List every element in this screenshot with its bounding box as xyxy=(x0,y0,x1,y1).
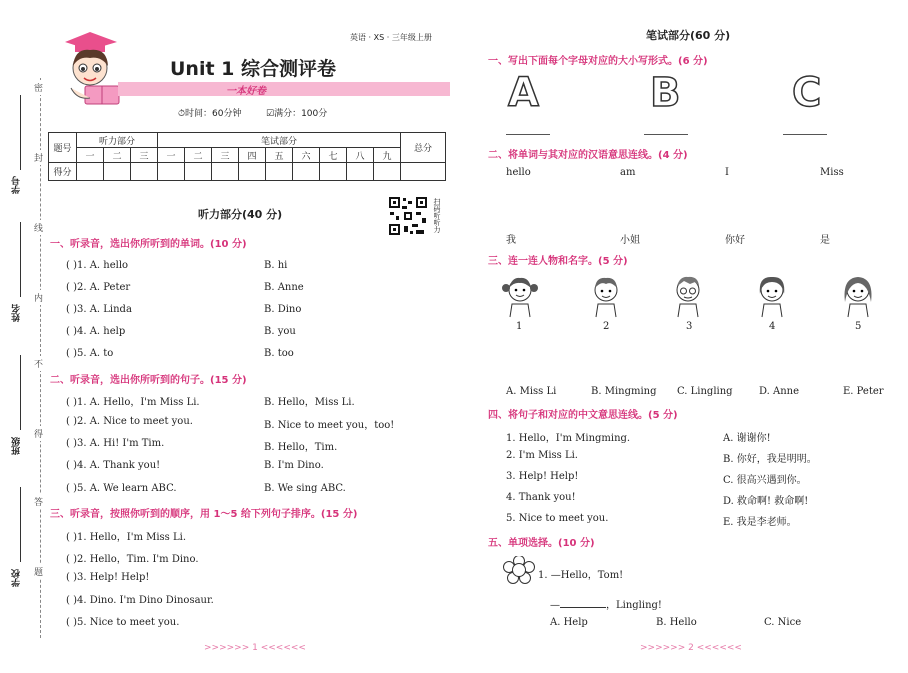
character-name: C. Lingling xyxy=(677,386,733,397)
score-cell[interactable] xyxy=(212,163,239,181)
part2-item-b: B. I'm Dino. xyxy=(264,460,324,471)
sentence-right: A. 谢谢你! xyxy=(723,433,771,444)
seal-char: 题 xyxy=(34,564,43,579)
mc-question-1-reply: — ，Lingling! xyxy=(550,600,662,611)
match-word: Miss xyxy=(820,167,844,178)
match-word: hello xyxy=(506,167,531,178)
character-number: 2 xyxy=(603,321,610,332)
qr-code-icon[interactable] xyxy=(388,196,428,236)
score-table-header: 笔试部分 xyxy=(158,133,401,148)
field-class: 班级 xyxy=(12,437,22,455)
sentence-left: 1. Hello，I'm Mingming. xyxy=(506,433,631,444)
part1-item-b: B. Anne xyxy=(264,282,304,293)
seal-char: 内 xyxy=(34,290,43,305)
part3-item: ( )5. Nice to meet you. xyxy=(66,617,180,628)
seal-char: 答 xyxy=(34,494,43,509)
score-table-col: 二 xyxy=(104,148,131,163)
character-name: D. Anne xyxy=(759,386,800,397)
score-table-col: 一 xyxy=(77,148,104,163)
match-word: I xyxy=(725,167,729,178)
exam-time: ⏱时间：60分钟 xyxy=(178,109,242,119)
mc-option: C. Nice xyxy=(764,617,802,628)
mc-option: B. Hello xyxy=(656,617,697,628)
score-table-col: 九 xyxy=(374,148,401,163)
score-table-header: 总分 xyxy=(401,133,446,163)
page-number-left: >>>>>> 1 <<<<<< xyxy=(204,643,306,653)
part2-item-b: B. Hello，Tim. xyxy=(264,442,338,453)
score-cell[interactable] xyxy=(401,163,446,181)
match-meaning: 小姐 xyxy=(620,235,640,246)
part1-item-a: ( )2. A. Peter xyxy=(66,282,131,293)
match-meaning: 是 xyxy=(820,235,830,246)
w2-title: 二、将单词与其对应的汉语意思连线。(4 分) xyxy=(488,150,688,161)
seal-char: 线 xyxy=(34,220,43,235)
mc-option: A. Help xyxy=(550,617,588,628)
character-name: A. Miss Li xyxy=(506,386,557,397)
part1-title: 一、听录音，选出你所听到的单词。(10 分) xyxy=(50,239,247,250)
seal-char: 密 xyxy=(34,80,43,95)
answer-blank[interactable] xyxy=(783,134,827,135)
seal-char: 得 xyxy=(34,426,43,441)
score-table-header: 听力部分 xyxy=(77,133,158,148)
part1-item-b: B. you xyxy=(264,326,296,337)
character-boy-glasses-icon xyxy=(668,272,708,318)
sentence-right: B. 你好，我是明明。 xyxy=(723,454,817,465)
checkbox-icon: ☑ xyxy=(266,109,275,119)
character-girl-icon xyxy=(752,272,792,318)
field-name: 姓名 xyxy=(12,304,22,322)
flower-icon xyxy=(502,556,536,584)
part3-title: 三、听录音，按照你听到的顺序，用 1～5 给下列句子排序。(15 分) xyxy=(50,509,358,520)
match-meaning: 我 xyxy=(506,235,516,246)
clock-icon: ⏱ xyxy=(178,109,186,119)
score-table-col: 五 xyxy=(266,148,293,163)
title-banner xyxy=(118,82,450,96)
score-cell[interactable] xyxy=(185,163,212,181)
page-number-right: >>>>>> 2 <<<<<< xyxy=(640,643,742,653)
score-table-col: 三 xyxy=(131,148,158,163)
part2-item-b: B. Hello，Miss Li. xyxy=(264,397,355,408)
part1-item-a: ( )5. A. to xyxy=(66,348,114,359)
part1-item-b: B. too xyxy=(264,348,294,359)
character-teacher-icon xyxy=(838,272,878,318)
match-meaning: 你好 xyxy=(725,235,745,246)
score-cell[interactable] xyxy=(131,163,158,181)
sentence-right: D. 救命啊! 救命啊! xyxy=(723,496,809,507)
w5-title: 五、单项选择。(10 分) xyxy=(488,538,595,549)
character-number: 5 xyxy=(855,321,862,332)
part1-item-b: B. hi xyxy=(264,260,288,271)
score-table-header: 得分 xyxy=(49,163,77,181)
score-cell[interactable] xyxy=(77,163,104,181)
mascot-girl-icon xyxy=(55,28,125,106)
sentence-right: C. 很高兴遇到你。 xyxy=(723,475,807,486)
page-title: Unit 1 综合测评卷 xyxy=(170,58,336,80)
letter-c-icon: C xyxy=(792,70,822,116)
sentence-left: 3. Help! Help! xyxy=(506,471,579,482)
character-number: 1 xyxy=(516,321,523,332)
answer-blank[interactable] xyxy=(560,607,606,608)
score-table-col: 三 xyxy=(212,148,239,163)
character-name: E. Peter xyxy=(843,386,884,397)
course-label: 英语 · XS · 三年级上册 xyxy=(350,33,432,42)
sentence-left: 2. I'm Miss Li. xyxy=(506,450,578,461)
part2-item-a: ( )3. A. Hi! I'm Tim. xyxy=(66,438,165,449)
exam-score: ☑满分：100分 xyxy=(266,109,328,119)
character-girl-pigtails-icon xyxy=(500,272,540,318)
score-table-col: 八 xyxy=(347,148,374,163)
letter-a-icon: A xyxy=(508,70,539,116)
sentence-right: E. 我是李老师。 xyxy=(723,517,797,528)
field-line[interactable] xyxy=(20,95,21,170)
score-table-col: 四 xyxy=(239,148,266,163)
answer-blank[interactable] xyxy=(506,134,550,135)
part2-item-a: ( )1. A. Hello，I'm Miss Li. xyxy=(66,397,200,408)
writing-title: 笔试部分(60 分) xyxy=(646,29,731,42)
sentence-left: 4. Thank you! xyxy=(506,492,576,503)
score-table-col: 七 xyxy=(320,148,347,163)
part3-item: ( )3. Help! Help! xyxy=(66,572,150,583)
part1-item-a: ( )4. A. help xyxy=(66,326,126,337)
mc-question-1: 1. —Hello，Tom! xyxy=(538,570,624,581)
score-cell[interactable] xyxy=(266,163,293,181)
score-cell[interactable] xyxy=(104,163,131,181)
field-line[interactable] xyxy=(20,487,21,562)
part3-item: ( )4. Dino. I'm Dino Dinosaur. xyxy=(66,595,214,606)
field-line[interactable] xyxy=(20,355,21,430)
score-table-col: 二 xyxy=(185,148,212,163)
character-number: 3 xyxy=(686,321,693,332)
score-cell[interactable] xyxy=(320,163,347,181)
score-table-header: 题号 xyxy=(49,133,77,163)
part2-item-a: ( )5. A. We learn ABC. xyxy=(66,483,177,494)
brand-logo: 一本好卷 xyxy=(226,86,266,97)
field-student-number: 学号 xyxy=(12,176,22,194)
part1-item-a: ( )1. A. hello xyxy=(66,260,129,271)
w4-title: 四、将句子和对应的中文意思连线。(5 分) xyxy=(488,410,678,421)
part1-item-a: ( )3. A. Linda xyxy=(66,304,132,315)
score-table xyxy=(48,132,446,181)
score-cell[interactable] xyxy=(239,163,266,181)
score-cell[interactable] xyxy=(347,163,374,181)
seal-char: 封 xyxy=(34,150,43,165)
part2-item-b: B. Nice to meet you，too! xyxy=(264,420,395,431)
part2-item-a: ( )2. A. Nice to meet you. xyxy=(66,416,193,427)
score-table-col: 六 xyxy=(293,148,320,163)
score-cell[interactable] xyxy=(374,163,401,181)
part3-item: ( )1. Hello，I'm Miss Li. xyxy=(66,532,187,543)
seal-char: 不 xyxy=(34,356,43,371)
field-line[interactable] xyxy=(20,222,21,297)
score-table-col: 一 xyxy=(158,148,185,163)
score-cell[interactable] xyxy=(293,163,320,181)
part3-item: ( )2. Hello，Tim. I'm Dino. xyxy=(66,554,199,565)
part2-title: 二、听录音，选出你所听到的句子。(15 分) xyxy=(50,375,247,386)
field-school: 学校 xyxy=(12,569,22,587)
character-number: 4 xyxy=(769,321,776,332)
letter-b-icon: B xyxy=(650,70,681,116)
listening-title: 听力部分(40 分) xyxy=(198,208,283,221)
w1-title: 一、写出下面每个字母对应的大小写形式。(6 分) xyxy=(488,56,708,67)
character-name: B. Mingming xyxy=(591,386,657,397)
answer-blank[interactable] xyxy=(644,134,688,135)
part1-item-b: B. Dino xyxy=(264,304,302,315)
w3-title: 三、连一连人物和名字。(5 分) xyxy=(488,256,628,267)
sentence-left: 5. Nice to meet you. xyxy=(506,513,609,524)
qr-caption: 扫码听听力 xyxy=(433,198,441,233)
part2-item-a: ( )4. A. Thank you! xyxy=(66,460,161,471)
score-cell[interactable] xyxy=(158,163,185,181)
match-word: am xyxy=(620,167,636,178)
character-boy-icon xyxy=(586,272,626,318)
part2-item-b: B. We sing ABC. xyxy=(264,483,346,494)
